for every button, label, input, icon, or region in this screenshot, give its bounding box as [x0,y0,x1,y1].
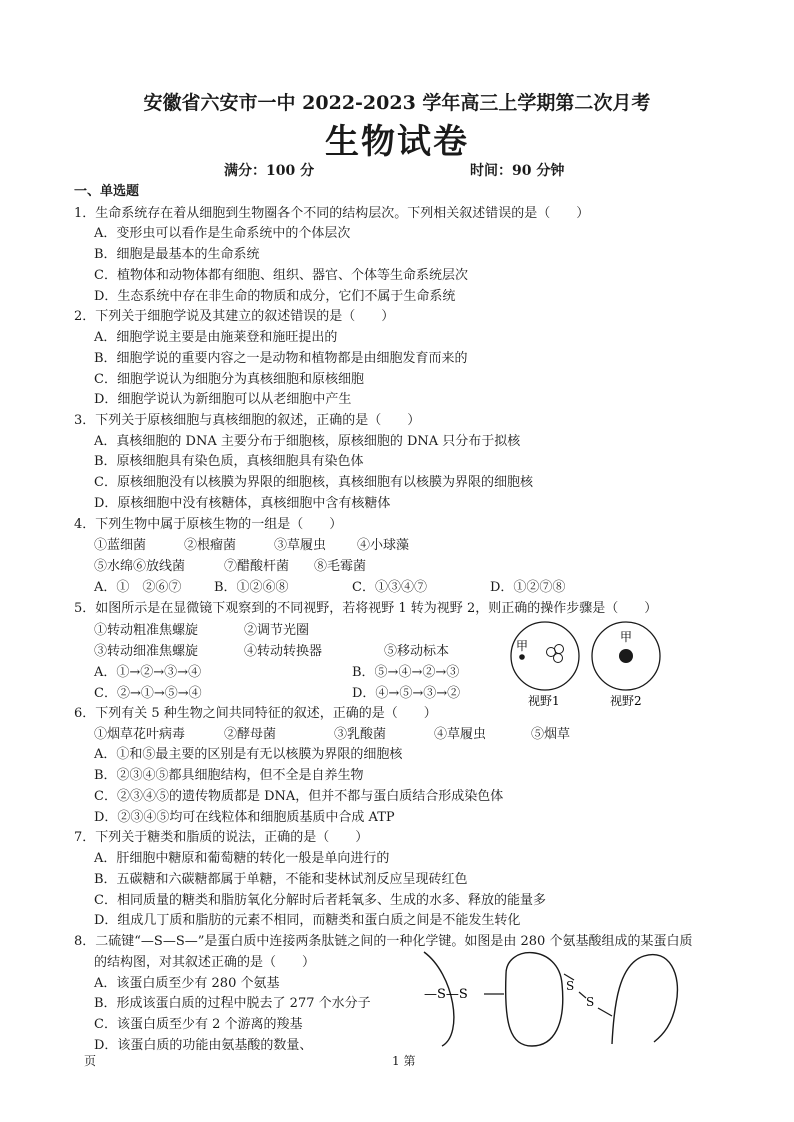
time-limit: 时间：90 分钟 [470,163,565,179]
q5-step: ④转动转换器 [244,644,323,659]
subject-title: 生物试卷 [325,122,469,162]
q6-option-c: C．②③④⑤的遗传物质都是 DNA，但并不都与蛋白质结合形成染色体 [94,789,504,804]
q4-choice-b: B．①②⑥⑧ [214,580,289,595]
q1-option-d: D．生态系统中存在非生命的物质和成分，它们不属于生命系统 [94,289,456,304]
footer-left: 页 [84,1054,97,1068]
q8-option-b: B．形成该蛋白质的过程中脱去了 277 个水分子 [94,996,371,1011]
q4-item: ②根瘤菌 [184,538,237,553]
q2-option-a: A．细胞学说主要是由施莱登和施旺提出的 [94,330,338,345]
question-7-stem: 7．下列关于糖类和脂质的说法，正确的是（ ） [74,830,369,845]
q1-option-c: C．植物体和动物体都有细胞、组织、器官、个体等生命系统层次 [94,268,468,283]
disulfide-s-a: S [566,979,575,993]
q6-item: ③乳酸菌 [334,727,387,742]
disulfide-bond-1: —S—S [424,987,468,1002]
view1-label: 视野1 [528,694,560,708]
question-8-stem-cont: 的结构图，对其叙述正确的是（ ） [94,955,316,970]
page-number: 1 第 [392,1054,416,1068]
q2-option-d: D．细胞学说认为新细胞可以从老细胞中产生 [94,392,352,407]
q4-choice-c: C．①③④⑦ [352,580,427,595]
protein-structure-figure [414,944,714,1050]
q6-item: ①烟草花叶病毒 [94,727,186,742]
question-6-stem: 6．下列有关 5 种生物之间共同特征的叙述，正确的是（ ） [74,706,437,721]
q7-option-d: D．组成几丁质和脂肪的元素不相同，而糖类和蛋白质之间是不能发生转化 [94,913,521,928]
q5-choice-b: B．⑤→④→②→③ [352,665,460,680]
question-5-stem: 5．如图所示是在显微镜下观察到的不同视野，若将视野 1 转为视野 2，则正确的操作步骤是（ ） [74,601,658,616]
q1-option-b: B．细胞是最基本的生命系统 [94,247,260,262]
q4-choice-a: A．① ②⑥⑦ [94,580,182,595]
question-3-stem: 3．下列关于原核细胞与真核细胞的叙述，正确的是（ ） [74,413,421,428]
q5-choice-c: C．②→①→⑤→④ [94,686,202,701]
q3-option-a: A．真核细胞的 DNA 主要分布于细胞核，原核细胞的 DNA 只分布于拟核 [94,434,521,449]
section-title: 一、单选题 [74,184,140,199]
q6-option-d: D．②③④⑤均可在线粒体和细胞质基质中合成 ATP [94,810,395,825]
view1-jia-label: 甲 [516,639,529,653]
view1-cell [554,654,563,663]
q2-option-b: B．细胞学说的重要内容之一是动物和植物都是由细胞发育而来的 [94,351,468,366]
q4-item: ⑦醋酸杆菌 [224,559,290,574]
q5-step: ⑤移动标本 [384,644,450,659]
view1-cell [555,645,564,654]
q6-option-b: B．②③④⑤都具细胞结构，但不全是自养生物 [94,768,364,783]
q7-option-c: C．相同质量的糖类和脂肪氧化分解时后者耗氧多、生成的水多、释放的能量多 [94,893,546,908]
q6-item: ②酵母菌 [224,727,277,742]
view2-target-dot [619,649,633,663]
exam-title: 安徽省六安市一中 2022-2023 学年高三上学期第二次月考 [143,92,651,114]
q1-option-a: A．变形虫可以看作是生命系统中的个体层次 [94,226,351,241]
q4-item: ④小球藻 [357,538,410,553]
bond-line [598,1008,612,1016]
q2-option-c: C．细胞学说认为细胞分为真核细胞和原核细胞 [94,372,364,387]
q4-item: ③草履虫 [274,538,327,553]
view1-target-dot [519,654,525,660]
q5-choice-d: D．④→⑤→③→② [352,686,461,701]
q3-option-d: D．原核细胞中没有核糖体，真核细胞中含有核糖体 [94,496,391,511]
q6-option-a: A．①和⑤最主要的区别是有无以核膜为界限的细胞核 [94,747,403,762]
q7-option-a: A．肝细胞中糖原和葡萄糖的转化一般是单向进行的 [94,851,390,866]
q6-item: ⑤烟草 [531,727,571,742]
q5-choice-a: A．①→②→③→④ [94,665,202,680]
question-2-stem: 2．下列关于细胞学说及其建立的叙述错误的是（ ） [74,309,395,324]
q7-option-b: B．五碳糖和六碳糖都属于单糖，不能和斐林试剂反应呈现砖红色 [94,872,468,887]
view2-jia-label: 甲 [620,630,633,644]
q8-option-c: C．该蛋白质至少有 2 个游离的羧基 [94,1017,303,1032]
question-8-stem: 8．二硫键“—S—S—”是蛋白质中连接两条肽链之间的一种化学键。如图是由 280 个氨基酸组成的某蛋白质 [74,934,693,949]
disulfide-s-b: S [586,995,595,1009]
q4-choice-d: D．①②⑦⑧ [490,580,566,595]
microscope-views-figure [500,618,680,710]
question-4-stem: 4．下列生物中属于原核生物的一组是（ ） [74,517,343,532]
q8-option-d: D．该蛋白质的功能由氨基酸的数量、 [94,1038,313,1053]
q5-step: ②调节光圈 [244,623,310,638]
bond-line [579,992,586,998]
q4-item: ①蓝细菌 [94,538,147,553]
q3-option-c: C．原核细胞没有以核膜为界限的细胞核，真核细胞有以核膜为界限的细胞核 [94,475,533,490]
q4-item: ⑧毛霉菌 [314,559,367,574]
full-score: 满分：100 分 [224,163,315,179]
peptide-chain-right [612,955,677,1044]
q3-option-b: B．原核细胞具有染色质，真核细胞具有染色体 [94,454,364,469]
q8-option-a: A．该蛋白质至少有 280 个氨基 [94,976,280,991]
q4-item: ⑤水绵⑥放线菌 [94,559,186,574]
question-1-stem: 1．生命系统存在着从细胞到生物圈各个不同的结构层次。下列相关叙述错误的是（ ） [74,206,590,221]
peptide-chain-middle [506,953,563,1046]
q5-step: ③转动细准焦螺旋 [94,644,199,659]
view2-label: 视野2 [610,694,642,708]
q5-step: ①转动粗准焦螺旋 [94,623,199,638]
q6-item: ④草履虫 [434,727,487,742]
